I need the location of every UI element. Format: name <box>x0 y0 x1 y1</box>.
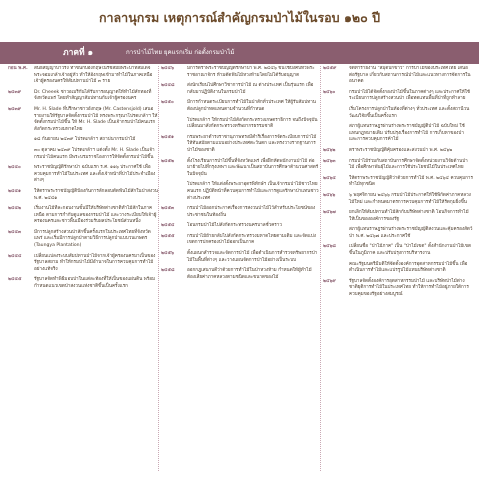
timeline-entry <box>323 159 473 172</box>
timeline-entry <box>323 66 473 86</box>
timeline-entry <box>323 90 473 103</box>
entry-text: เริ่มงานไม้ทีละกอบงานขั้นปีให้บริษัทต่างชาติทำไม้สักในภาคเหนือ ตามการกำกับดูแลของกรมป่าไม้ และวางระเบียบให้เจ้าผู้ครองนครและชาวพื้นเมืองร่วมรับผลประโยชน์ส่วนหนึ่ง <box>34 206 157 225</box>
entry-year: ๒๔๔๑ <box>8 188 21 194</box>
entry-text: โปรดเกล้าฯ ให้กรมป่าไม้สังกัดกระทรวงเกษตราธิการ จนถึงปัจจุบันเปลี่ยนมาสังกัดกระทรวงทรัพยากรธรรมชาติ <box>187 117 318 130</box>
timeline-entry <box>323 210 473 223</box>
entry-year: ๒๔๔๖ <box>161 66 174 71</box>
entry-text: ให้ตราพระราชบัญญัติว่าด้วยการทำไม้ พ.ศ. ๒๔๖๔ ควบคุมการทำไม้ทุกชนิด <box>349 175 473 188</box>
entry-text: คณะรัฐมนตรีมีมติให้จัดตั้งองค์การอุตสาหกรรมป่าไม้ขึ้น เพื่อดำเนินการทำไม้และแปรรูปไม้แทนบริษัทต่างชาติ <box>349 261 468 274</box>
timeline-entry <box>8 90 158 103</box>
entry-year: ๒๔๓๙ <box>8 89 22 95</box>
timeline-entry <box>323 124 473 144</box>
timeline-entry <box>8 66 158 86</box>
entry-text: ให้ตราพระราชบัญญัติป้องกันการลักลอบตัดฟันไม้สักในป่าสงวน พ.ศ. ๒๔๔๑ <box>34 188 158 201</box>
part-label: ภาคที่ ๑ <box>63 48 94 58</box>
entry-year: ๒๔๖๔ <box>323 175 336 181</box>
timeline-column-3 <box>323 66 473 476</box>
timeline-entry <box>8 277 158 290</box>
entry-year: ๒๔๕๓ <box>161 206 175 212</box>
entry-text: มีการตราพระราชบัญญัติรักษาป่า พ.ศ. ๒๔๔๖ ขึ้นใช้บังคับทั่วพระราชอาณาจักร ห้ามตัดฟันไม้หวงห้ามโดยไม่ได้รับอนุญาต <box>187 66 315 78</box>
entry-text: โปรดเกล้าฯ ให้แต่งตั้งพระยาอุดรพิทักษ์ฯ เป็นเจ้ากรมป่าไม้ชาวไทยคนแรก ปฏิบัติหน้าที่ควบคุมการทำไม้และการดูแลรักษาป่าแทนชาวต่างประเทศ <box>187 182 319 201</box>
entry-text: สภาผู้แทนราษฎรผ่านร่างพระราชบัญญัติสงวนและคุ้มครองสัตว์ป่า พ.ศ. ๒๔๖๗ และประกาศใช้ <box>349 227 473 239</box>
timeline-entry <box>323 227 473 240</box>
timeline-entry <box>161 182 319 202</box>
entry-year: ๒๔๖๗ <box>323 210 336 216</box>
entry-year: ๒๔๖๖ <box>323 192 336 198</box>
entry-year: ๒๔๖๐ <box>323 89 336 95</box>
timeline-entry <box>8 148 158 161</box>
entry-text: ๑๘ กันยายน ๒๔๓๙ โปรดเกล้าฯ สถาปนากรมป่าไม้ <box>34 137 136 143</box>
timeline-entry <box>323 148 473 155</box>
entry-year: ๒๔๖๒ <box>323 147 336 153</box>
entry-year: ๒๔๕๒ <box>161 158 175 164</box>
entry-year: ๒๔๖๓ <box>323 158 336 164</box>
entry-text: โอนกรมป่าไม้ไปสังกัดกระทรวงนครบาลชั่วคราว <box>187 223 282 229</box>
entry-year: ๒๔๕๖ <box>161 251 174 257</box>
entry-text: ออกกฎเสนาบดีว่าด้วยการทำไม้ในป่าหวงห้าม กำหนดให้ผู้ทำไม้ต้องเสียค่าภาคหลวงตามชนิดและขนาดของไม้ <box>187 268 312 280</box>
entry-text: สภาผู้แทนราษฎรผ่านร่างพระราชบัญญัติป่าไม้ ฉบับใหม่ ใช้แทนกฎหมายเดิม ปรับปรุงเรื่องการทำไม้ การเก็บหาของป่า และการควบคุมการค้าไม้ <box>349 124 465 143</box>
entry-text: Dr. Cheeek ชาวอเมริกันได้รับการอนุญาตให้ทำไม้สักทองที่จังหวัดแพร่ โดยทำสัญญาสัมปทานกับเจ้าผู้ครองนคร <box>34 89 152 102</box>
entry-text: เปลี่ยนชื่อ "ป่าไม้ภาค" เป็น "ป่าไม้เขต" ตั้งสำนักงานป่าไม้เขตขึ้นในภูมิภาค และปรับปรุงการบริหารงาน <box>349 244 471 257</box>
section-header-bar <box>0 42 479 64</box>
page-title: กาลานุกรม เหตุการณ์สำคัญกรมป่าไม้ในรอบ ๑๒๐ ปี <box>98 10 381 25</box>
entry-text: รัฐบาลจัดตั้งองค์การอุตสาหกรรมป่าไม้ และบริษัทป่าไม้ต่างชาติยุติการทำไม้ในประเทศไทย ทำให้การทำไม้อยู่ภายใต้การควบคุมของรัฐอย่างสมบูรณ์ <box>349 278 469 298</box>
timeline-entry <box>161 100 319 113</box>
entry-text: สนธิสัญญาบาวริง ทำขึ้นกับอังกฤษในรัชสมัยพระบาทสมเด็จพระจอมเกล้าเจ้าอยู่หัว ทำให้อังกฤษเข้ามาทำไม้ในภาคเหนือ เจ้าผู้ครองนครให้สัมปทานป่าไม้ ๓ ราย <box>34 66 153 85</box>
timeline-entry <box>8 254 158 274</box>
part-subtitle: การป่าไม้ไทย ยุคแรกเริ่ม ก่อตั้งกรมป่าไม้ <box>126 49 235 56</box>
timeline-entry <box>161 268 319 281</box>
timeline-entry <box>8 107 158 133</box>
timeline-entry <box>323 176 473 189</box>
timeline-entry <box>161 223 319 230</box>
timeline-entry <box>323 279 473 299</box>
timeline-entry <box>323 107 473 120</box>
timeline-column-2 <box>161 66 319 476</box>
timeline-entry <box>161 66 319 79</box>
timeline-entry <box>323 262 473 275</box>
timeline-entry <box>323 244 473 257</box>
entry-text: ตั้งแผนกสำรวจและจัดการป่าไม้ เพื่อดำเนินการสำรวจทรัพยากรป่าไม้ในพื้นที่ต่างๆ และวางแผนจัดการป่าไม้อย่างเป็นระบบ <box>187 251 318 263</box>
timeline-entry <box>161 251 319 264</box>
entry-year: ๒๔๔๐ <box>8 165 21 171</box>
entry-text: รัฐบาลจัดทำพิธีมอบป่าในแต่ละท้องที่ให้เป็นของแผ่นดิน พร้อมกำหนดแนวเขตป่าสงวนแห่งชาติขึ้นเป็นครั้งแรก <box>34 277 155 290</box>
entry-text: Mr. H. Slade ที่ปรึกษาชาวอังกฤษ (Mr. Castensjold) เสนอรายงานให้รัฐบาลจัดตั้งกรมป่าไม้ ทรงพระกรุณาโปรดเกล้าฯ ให้จัดตั้งกรมป่าไม้ขึ้น ให้ Mr. H. Slade เป็นเจ้ากรมป่าไม้คนแรก สังกัดกระทรวงมหาดไทย <box>34 106 158 132</box>
timeline-entry <box>161 234 319 247</box>
timeline-entry <box>8 230 158 250</box>
entry-year: ๒๔๔๒ <box>8 206 22 212</box>
entry-year: ๒๔๔๓ <box>8 229 22 235</box>
entry-year: ๒๔๔๘ <box>161 83 175 89</box>
entry-text: ตั้งโรงเรียนการป่าไม้ขึ้นที่จังหวัดแพร่ เพื่อฝึกหัดพนักงานป่าไม้ ต่อมาย้ายไปที่กรุงเทพฯ และพัฒนาเป็นสถาบันการศึกษาด้านวนศาสตร์ในปัจจุบัน <box>187 158 319 177</box>
entry-text: กรมป่าไม้ได้จัดตั้งกองป่าไม้ขึ้นในภาคต่างๆ และประกาศให้ใช้ระเบียบการปลูกสร้างสวนป่า เพื่อทดแทนพื้นที่ป่าที่ถูกทำลาย <box>349 89 471 102</box>
timeline-entry <box>8 206 158 226</box>
timeline-entry <box>8 189 158 202</box>
entry-year: ก่อน พ.ศ. <box>8 66 28 71</box>
entry-text: ส่งนักเรียนไปศึกษาวิชาการป่าไม้ ณ ต่างประเทศ เป็นรุ่นแรก เพื่อกลับมาปฏิบัติงานในกรมป่าไม้ <box>187 83 314 95</box>
entry-year: ๒๔๖๙ <box>323 278 336 284</box>
column-divider <box>320 66 321 471</box>
entry-text: จัดทำรายงาน "สมุดปกขาว" การป่าไม้ของประเทศไทย เสนอต่อรัฐบาล เกี่ยวกับสถานการณ์ป่าไม้และแนวทางการจัดการในอนาคต <box>349 66 471 85</box>
timeline-entry <box>161 118 319 131</box>
entry-text: มีการกำหนดระเบียบการทำไม้ในป่าสักทั่วประเทศ ให้ผู้รับสัมปทานต้องปลูกป่าทดแทนตามจำนวนที่กำหนด <box>187 100 316 112</box>
entry-year: ๒๔๕๔ <box>161 223 175 229</box>
timeline-entry <box>8 137 158 144</box>
entry-text: มีการปลูกสร้างสวนป่าสักขึ้นครั้งแรกในประเทศไทยที่จังหวัดแพร่ และเริ่มมีการปลูกป่าตามวิธีการปลูกป่าแบบวนเกษตร (Taungya Plantation) <box>34 229 151 249</box>
timeline-column-1 <box>8 66 158 476</box>
entry-text: กรมป่าไม้ร่วมกับสถาบันการศึกษาจัดตั้งหน่วยงานวิจัยด้านป่าไม้ เพื่อศึกษาพันธุ์ไม้และการใช้ประโยชน์ไม้ในประเทศไทย <box>349 158 468 171</box>
entry-year: ๒๔๕๙ <box>323 66 337 71</box>
entry-year: ๒๔๕๕ <box>161 233 175 239</box>
column-divider <box>158 66 159 471</box>
entry-text: ตราพระราชบัญญัติคุ้มครองและสงวนป่า พ.ศ. ๒๔๖๒ <box>349 147 453 153</box>
entry-year: ๒๔๕๐ <box>161 100 174 106</box>
entry-text: เปลี่ยนแปลงระบบสัมปทานป่าไม้จากเจ้าผู้ครองนครมาเป็นของรัฐบาลสยาม ทำให้กรมป่าไม้มีอำนาจในการควบคุมการทำไม้อย่างแท้จริง <box>34 253 156 272</box>
timeline-entry <box>161 206 319 219</box>
entry-year: ๒๔๓๙ <box>8 106 22 112</box>
entry-text: ๓๐ ตุลาคม ๒๔๓๙ โปรดเกล้าฯ แต่งตั้ง Mr. H. Slade เป็นเจ้ากรมป่าไม้คนแรก มีพระบรมราชโองการให้จัดตั้งกรมป่าไม้ขึ้น <box>34 147 155 160</box>
entry-text: พระราชบัญญัติรักษาป่า ฉบับแรก ร.ศ. ๑๑๖ ประกาศใช้ เพื่อควบคุมการทำไม้ในประเทศ และตั้งเจ้าหน้าที่ป่าไม้ประจำเมืองต่างๆ <box>34 165 156 184</box>
entry-year: ๒๔๔๔ <box>8 253 22 259</box>
timeline-entry <box>323 193 473 206</box>
entry-text: เริ่มโครงการปลูกป่าในท้องที่ต่างๆ ทั่วประเทศ และตั้งสถานีวนวัฒนวิจัยขึ้นเป็นครั้งแรก <box>349 106 470 119</box>
entry-year: ๒๔๕๑ <box>161 134 174 140</box>
entry-text: กรมป่าไม้ย้ายกลับไปสังกัดกระทรวงมหาดไทยตามเดิม และจัดแบ่งเขตการปกครองป่าไม้ออกเป็นภาค <box>187 233 316 246</box>
timeline-entry <box>161 159 319 179</box>
entry-text: กรมพระยาดำรงราชานุภาพทรงมีดำริเรื่องการจัดระเบียบการป่าไม้ให้ทันสมัยตามแบบอย่างประเทศตะวันตก และทรงวางรากฐานการป่าไม้ของชาติ <box>187 134 317 153</box>
timeline-entry <box>8 165 158 185</box>
entry-text: ๖ พฤศจิกายน ๒๔๖๖ กรมป่าไม้ประกาศให้ใช้พิกัดค่าภาคหลวงไม้ใหม่ และกำหนดมาตรการควบคุมการทำไม้ให้รัดกุมยิ่งขึ้น <box>349 192 471 205</box>
timeline-entry <box>161 135 319 155</box>
entry-text: กรมป่าไม้ออกประกาศเรื่องการสงวนป่าไม้ไว้สำหรับประโยชน์ของประชาชนในท้องถิ่น <box>187 206 316 218</box>
entry-year: ๒๔๕๘ <box>161 268 175 274</box>
entry-year: ๒๔๖๘ <box>323 244 336 250</box>
entry-text: ยกเลิกให้สัมปทานทำไม้สักกับบริษัทต่างชาติ โอนกิจการทำไม้ให้เป็นขององค์การของรัฐ <box>349 210 469 222</box>
entry-year: ๒๔๔๕ <box>8 277 22 283</box>
timeline-entry <box>161 83 319 96</box>
